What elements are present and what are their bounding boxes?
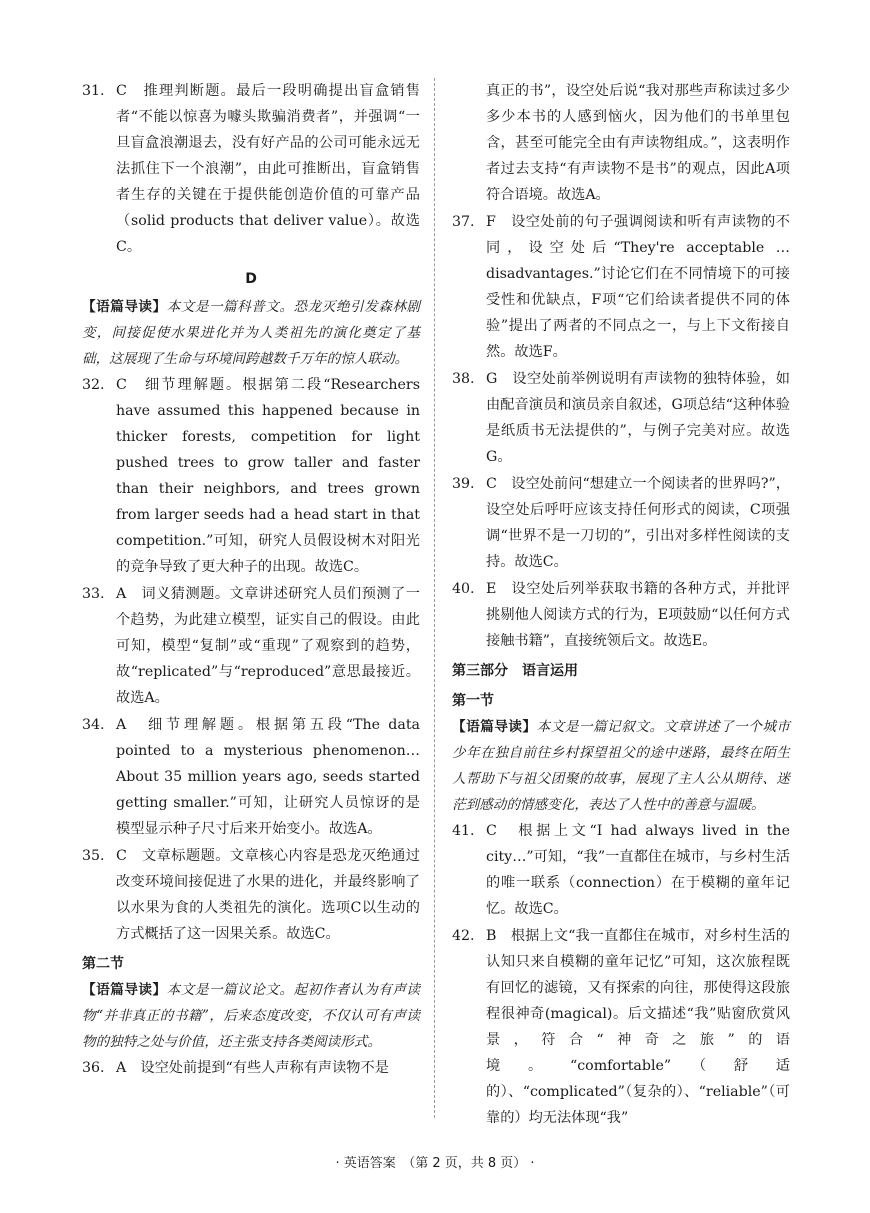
answer-explanation: C 设空处前问“想建立一个阅读者的世界吗?”，设空处后呼吁应该支持任何形式的阅读，C项强调“世界不是一刀切的”，引出对多样性阅读的支持。故选C。 <box>486 476 790 570</box>
answer-item-36-continued <box>452 78 790 208</box>
section-heading: 第一节 <box>452 693 494 709</box>
passage-letter: D <box>245 271 257 287</box>
question-number: 33. <box>82 586 105 602</box>
section-heading: 第二节 <box>82 956 124 972</box>
answer-explanation: A 词义猜测题。文章讲述研究人员们预测了一个趋势，为此建立模型，证实自己的假设。由此可知，模型“复制”或“重现”了观察到的趋势，故“replicated”与“reproduced”意思最接近。故选A。 <box>116 586 420 706</box>
column-divider <box>434 78 435 1118</box>
question-number: 34. <box>82 717 105 733</box>
answer-item-34 <box>82 712 420 842</box>
page-footer: · 英语答案 （第 2 页，共 8 页） · <box>335 1156 535 1171</box>
guide-tag: 【语篇导读】 <box>82 299 167 315</box>
answer-item-32 <box>82 372 420 580</box>
answer-item-38 <box>452 366 790 470</box>
question-number: 37. <box>452 214 475 230</box>
guide-tag: 【语篇导读】 <box>452 719 537 735</box>
passage-guide <box>452 714 790 818</box>
left-column <box>82 78 420 1082</box>
answer-item-41 <box>452 818 790 922</box>
question-number: 31. <box>82 83 105 99</box>
answer-item-39 <box>452 471 790 575</box>
answer-item-33 <box>82 581 420 711</box>
answer-explanation: C 推理判断题。最后一段明确提出盲盒销售者“不能以惊喜为噱头欺骗消费者”，并强调“一旦盲盒浪潮退去，没有好产品的公司可能永远无法抓住下一个浪潮”，由此可推断出，盲盒销售者生存的关键在于提供能创造价值的可靠产品（solid products that deliver value）。故选C。 <box>116 83 420 255</box>
passage-guide <box>82 977 420 1055</box>
answer-explanation: C 细节理解题。根据第二段“Researchers have assumed this happened because in thicker forests, competition for light pushed trees to grow taller and faster than their neighbors, and trees grown from larger seeds had a head start in that competition.”可知，研究人员假设树木对阳光的竞争导致了更大种子的出现。故选C。 <box>116 377 420 575</box>
question-number: 41. <box>452 823 475 839</box>
question-number: 36. <box>82 1060 105 1076</box>
answer-explanation: G 设空处前举例说明有声读物的独特体验，如由配音演员和演员亲自叙述，G项总结“这种体验是纸质书无法提供的”，与例子完美对应。故选G。 <box>486 371 790 465</box>
guide-text: 本文是一篇科普文。恐龙灭绝引发森林剧变，间接促使水果进化并为人类祖先的演化奠定了基础，这展现了生命与环境间跨越数千万年的惊人联动。 <box>82 299 421 367</box>
question-number: 42. <box>452 928 475 944</box>
guide-text: 本文是一篇记叙文。文章讲述了一个城市少年在独自前往乡村探望祖父的途中迷路，最终在陌生人帮助下与祖父团聚的故事，展现了主人公从期待、迷茫到感动的情感变化，表达了人性中的善意与温暖。 <box>452 719 791 813</box>
question-number: 39. <box>452 476 475 492</box>
answer-explanation: A 设空处前提到“有些人声称有声读物不是 <box>116 1060 389 1076</box>
answer-item-40 <box>452 576 790 654</box>
answer-item-42 <box>452 923 790 1131</box>
answer-explanation: 真正的书”，设空处后说“我对那些声称读过多少多少本书的人感到恼火，因为他们的书单里包含，甚至可能完全由有声读物组成。”，这表明作者过去支持“有声读物不是书”的观点，因此A项符合语境。故选A。 <box>486 83 790 203</box>
question-number: 38. <box>452 371 475 387</box>
question-number-spacer <box>452 78 486 208</box>
passage-guide <box>82 294 420 372</box>
question-number: 32. <box>82 377 105 393</box>
question-number: 40. <box>452 581 475 597</box>
answer-explanation: C 根据上文“I had always lived in the city…”可知，“我”一直都住在城市，与乡村生活的唯一联系（connection）在于模糊的童年记忆。故选C。 <box>486 823 790 917</box>
answer-item-31 <box>82 78 420 260</box>
right-column <box>452 78 790 1132</box>
part-heading: 第三部分 语言运用 <box>452 663 578 679</box>
question-number: 35. <box>82 848 105 864</box>
answer-explanation: E 设空处后列举获取书籍的各种方式，并批评挑剔他人阅读方式的行为，E项鼓励“以任何方式接触书籍”，直接统领后文。故选E。 <box>486 581 790 649</box>
answer-explanation: F 设空处前的句子强调阅读和听有声读物的不同，设空处后“They're acceptable … disadvantages.”讨论它们在不同情境下的可接受性和优缺点，F项“它们给读者提供不同的体验”提出了两者的不同点之一，与上下文衔接自然。故选F。 <box>486 214 790 360</box>
guide-text: 本文是一篇议论文。起初作者认为有声读物“并非真正的书籍”，后来态度改变，不仅认可有声读物的独特之处与价值，还主张支持各类阅读形式。 <box>82 982 421 1050</box>
answer-item-36 <box>82 1055 420 1081</box>
answer-item-37 <box>452 209 790 365</box>
answer-explanation: C 文章标题题。文章核心内容是恐龙灭绝通过改变环境间接促进了水果的进化，并最终影响了以水果为食的人类祖先的演化。选项C以生动的方式概括了这一因果关系。故选C。 <box>116 848 420 942</box>
answer-explanation: A 细节理解题。根据第五段“The data pointed to a mysterious phenomenon… About 35 million years ago, seeds started getting smaller.”可知，让研究人员惊讶的是模型显示种子尺寸后来开始变小。故选A。 <box>116 717 420 837</box>
answer-item-35 <box>82 843 420 947</box>
guide-tag: 【语篇导读】 <box>82 982 167 998</box>
answer-explanation: B 根据上文“我一直都住在城市，对乡村生活的认知只来自模糊的童年记忆”可知，这次旅程既有回忆的滤镜，又有探索的向往，那使得这段旅程很神奇(magical)。后文描述“我”贴窗欣赏风景，符合“神奇之旅”的语境。“comfortable”（舒适的）、“complicated”（复杂的）、“reliable”（可靠的）均无法体现“我” <box>486 928 790 1126</box>
